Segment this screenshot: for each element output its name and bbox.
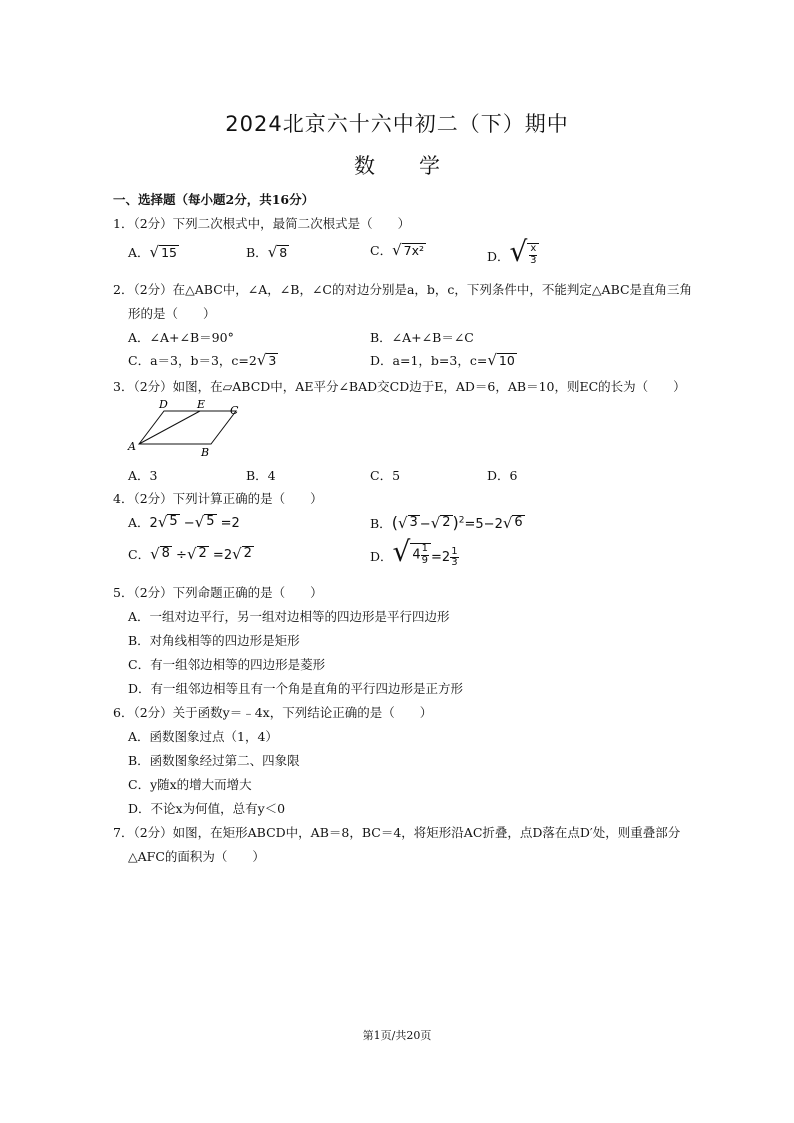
q3-parallelogram-figure [124,396,252,460]
radical: √ 5 [157,513,178,531]
page-footer: 第1页/共20页 [362,1029,432,1042]
subject-char-2: 学 [419,154,440,178]
option-label: B． [370,516,392,531]
q2-stem-line-1: 2．（2分）在△ABC中，∠A，∠B，∠C的对边分别是a，b，c，下列条件中，不能判定△ABC是直角三角 [113,282,693,297]
q5-option-a[interactable]: A．一组对边平行，另一组对边相等的四边形是平行四边形 [128,609,450,624]
q6-option-c[interactable]: C．y随x的增大而增大 [128,777,252,792]
q2-option-d[interactable] [370,351,517,369]
result: =5−2 [464,517,503,532]
page-title: 2024北京六十六中初二（下）期中 [225,112,569,136]
subject-heading [0,150,794,180]
q1-option-d[interactable] [487,235,539,268]
q4-option-b[interactable] [370,513,525,532]
label-d: D [159,398,168,411]
q7-stem-line-1: 7．（2分）如图，在矩形ABCD中，AB＝8，BC＝4，将矩形沿AC折叠，点D落在点D′处，则重叠部分 [113,825,681,840]
option-label: D． [487,249,510,264]
q3-option-c[interactable]: C．5 [370,468,401,483]
q6-option-a[interactable]: A．函数图象过点（1，4） [128,729,278,744]
q2-option-b[interactable]: B．∠A+∠B＝∠C [370,330,474,345]
operator: ÷ [171,548,187,563]
result: =2 [208,548,233,563]
fraction: $\frac{1}{9}$ [421,543,429,566]
radical: √ 2 [430,514,451,532]
q4-option-c[interactable] [128,545,254,563]
option-label: C． [370,243,393,258]
q3-stem: 3．（2分）如图，在▱ABCD中，AE平分∠BAD交CD边于E，AD＝6，AB＝10，则EC的长为（ ） [113,379,686,394]
radical: √ 8 [267,243,288,261]
whole-part: 4 [412,547,421,563]
radical: √ $\frac{x}{3}$ [510,238,540,266]
operator: − [179,516,195,531]
fraction: $\frac{1}{3}$ [451,545,458,568]
q5-option-c[interactable]: C．有一组邻边相等的四边形是菱形 [128,657,326,672]
option-label: A． [128,245,150,260]
radical: √ 10 [487,351,515,369]
option-text: D．a=1，b=3，c= [370,353,488,368]
q3-option-d[interactable]: D．6 [487,468,518,483]
segment-ae [139,411,200,444]
result: =2 [216,516,240,531]
parallelogram-shape [139,411,236,444]
subject-char-1: 数 [354,154,375,178]
q3-option-a[interactable]: A．3 [128,468,158,483]
q2-option-c[interactable] [128,351,278,369]
q3-option-b[interactable]: B．4 [246,468,276,483]
q5-option-b[interactable]: B．对角线相等的四边形是矩形 [128,633,300,648]
q7-stem-line-2: △AFC的面积为（ ） [128,849,265,864]
radical: √ 2 [232,545,252,563]
radical: √ 4 $\frac{1}{9}$ [393,538,432,566]
radical: √ 3 [397,514,418,532]
q1-option-a[interactable] [128,243,179,261]
option-label: B． [246,245,268,260]
result: =2 [431,550,451,565]
radical: √ 3 [256,351,277,369]
label-e: E [197,398,206,411]
radical: √ 7x² [392,241,425,259]
radical: √ 2 [186,545,207,563]
radical: √ 6 [502,514,523,532]
q1-stem: 1．（2分）下列二次根式中，最简二次根式是（ ） [113,216,411,231]
fraction: $\frac{x}{3}$ [530,243,537,266]
label-b: B [201,446,210,459]
paren: ( [391,513,398,532]
q4-stem: 4．（2分）下列计算正确的是（ ） [113,491,323,506]
option-label: A． [128,515,150,530]
option-label: C． [128,547,151,562]
radical: √ 5 [194,513,215,531]
radical: √ 8 [150,545,170,563]
q5-stem: 5．（2分）下列命题正确的是（ ） [113,585,323,600]
q4-option-d[interactable] [370,535,459,569]
q1-option-b[interactable] [246,243,289,261]
q6-stem: 6．（2分）关于函数y＝﹣4x，下列结论正确的是（ ） [113,705,433,720]
q6-option-b[interactable]: B．函数图象经过第二、四象限 [128,753,300,768]
q6-option-d[interactable]: D．不论x为何值，总有y＜0 [128,801,286,816]
option-text: C．a＝3，b＝3，c=2 [128,353,257,368]
paren: ) [452,513,459,532]
radical: √ 15 [149,243,177,261]
coefficient: 2 [149,516,158,531]
section-heading: 一、选择题（每小题2分，共16分） [113,192,315,207]
operator: − [419,517,431,532]
exponent: 2 [458,515,465,526]
option-label: D． [370,549,393,564]
label-c: C [230,404,239,417]
label-a: A [128,440,136,453]
q5-option-d[interactable]: D．有一组邻边相等且有一个角是直角的平行四边形是正方形 [128,681,464,696]
q4-option-a[interactable] [128,513,240,531]
q2-option-a[interactable]: A．∠A+∠B＝90° [128,330,234,345]
q2-stem-line-2: 形的是（ ） [128,306,216,321]
q1-option-c[interactable] [370,241,426,259]
